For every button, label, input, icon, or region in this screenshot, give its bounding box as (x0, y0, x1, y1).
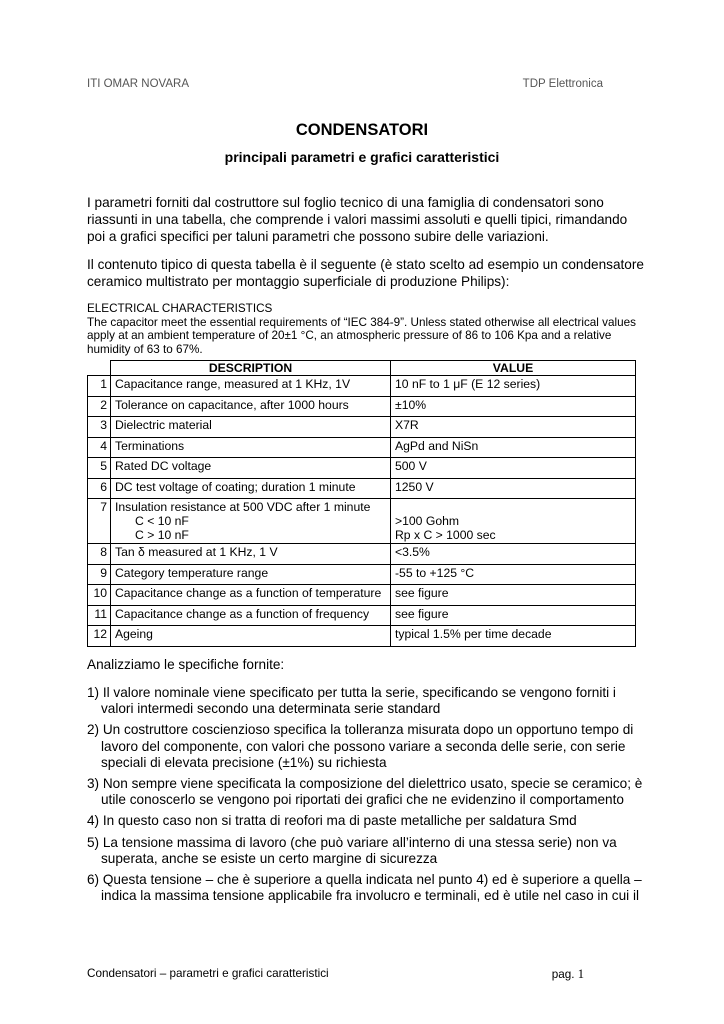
row-value: 1250 V (391, 478, 636, 499)
row-description: Ageing (111, 626, 391, 647)
row-description: Tan δ measured at 1 KHz, 1 V (111, 544, 391, 565)
row-number: 10 (88, 585, 111, 606)
row-number: 3 (88, 417, 111, 438)
footer-left: Condensatori – parametri e grafici caratteristici (87, 967, 329, 980)
footer-page-number: 1 (577, 967, 584, 981)
analysis-intro: Analizziamo le specifiche fornite: (87, 657, 285, 672)
row-number: 12 (88, 626, 111, 647)
row-number: 2 (88, 396, 111, 417)
row-value: X7R (391, 417, 636, 438)
table-row (88, 585, 636, 606)
row-value: -55 to +125 °C (391, 564, 636, 585)
row-number: 8 (88, 544, 111, 565)
row-description-main: Insulation resistance at 500 VDC after 1 minute (115, 500, 371, 514)
row-value: see figure (391, 605, 636, 626)
list-item: 4) In questo caso non si tratta di reofori ma di paste metalliche per saldatura Smd (87, 813, 577, 829)
row-number: 5 (88, 458, 111, 479)
footer-page-label: pag. (551, 968, 575, 981)
row-value: 500 V (391, 458, 636, 479)
table-header-description: DESCRIPTION (111, 361, 391, 376)
table-header-num (88, 361, 111, 376)
list-item: 2) Un costruttore coscienzioso specifica la tolleranza misurata dopo un opportuno tempo di lavoro del componente, con valori che possono variare a seconda delle serie, con serie speciali di elevata precisione (±1%) su richiesta (87, 722, 634, 770)
row-value-1: >100 Gohm (395, 514, 460, 528)
intro-paragraph-1: I parametri forniti dal costruttore sul foglio tecnico di una famiglia di condensatori sono riassunti in una tabella, che comprende i valori massimi assoluti e quelli tipici, rimandando poi a grafici specifici per taluni parametri che possono subire delle variazioni. (87, 195, 628, 244)
row-description-sub-1: C < 10 nF (135, 514, 189, 528)
row-description: Tolerance on capacitance, after 1000 hours (111, 396, 391, 417)
electrical-note: The capacitor meet the essential requirements of “IEC 384-9”. Unless stated otherwise all electrical values apply at an ambient temperature of 20±1 °C, an atmospheric pressure of 86 to 106 Kpa and a relative humidity of 63 to 67%. (87, 315, 636, 356)
header-left: ITI OMAR NOVARA (87, 78, 190, 90)
table-row (88, 605, 636, 626)
table-row (88, 396, 636, 417)
electrical-heading: ELECTRICAL CHARACTERISTICS (87, 302, 273, 315)
table-row (88, 564, 636, 585)
document-subtitle: principali parametri e grafici caratteristici (224, 149, 500, 165)
row-value: typical 1.5% per time decade (391, 626, 636, 647)
header-right: TDP Elettronica (522, 78, 603, 90)
table-row (88, 544, 636, 565)
row-number: 11 (88, 605, 111, 626)
table-row (88, 478, 636, 499)
row-number: 1 (88, 376, 111, 397)
document-title: CONDENSATORI (295, 121, 429, 139)
row-value: 10 nF to 1 μF (E 12 series) (391, 376, 636, 397)
electrical-characteristics (87, 302, 647, 356)
row-description: Dielectric material (111, 417, 391, 438)
characteristics-table (87, 360, 636, 647)
table-row (88, 437, 636, 458)
row-value (391, 499, 636, 544)
footer-page (552, 967, 584, 982)
table-row (88, 376, 636, 397)
row-description: Capacitance change as a function of temperature (111, 585, 391, 606)
row-description (111, 499, 391, 544)
table-row (88, 417, 636, 438)
list-item: 6) Questa tensione – che è superiore a quella indicata nel punto 4) ed è superiore a quella – indica la massima tensione applicabile fra involucro e terminali, ed è utile nel caso in cui il (87, 872, 642, 904)
row-number: 9 (88, 564, 111, 585)
list-item: 1) Il valore nominale viene specificato per tutta la serie, specificando se vengono forniti i valori intermedi secondo una determinata serie standard (87, 685, 616, 717)
table-row (88, 458, 636, 479)
row-description: Category temperature range (111, 564, 391, 585)
table-row (88, 499, 636, 544)
list-item: 5) La tensione massima di lavoro (che può variare all’interno di una stessa serie) non va superata, anche se esiste un certo margine di sicurezza (87, 834, 617, 866)
row-description: Capacitance change as a function of frequency (111, 605, 391, 626)
table-header-row (88, 361, 636, 376)
row-description: Capacitance range, measured at 1 KHz, 1V (111, 376, 391, 397)
intro-paragraph-2: Il contenuto tipico di questa tabella è il seguente (è stato scelto ad esempio un condensatore ceramico multistrato per montaggio superficiale di produzione Philips): (87, 257, 644, 289)
analysis-list (87, 685, 647, 909)
row-description: Terminations (111, 437, 391, 458)
row-number: 4 (88, 437, 111, 458)
table-row (88, 626, 636, 647)
value-spacer (395, 500, 631, 514)
row-value: ±10% (391, 396, 636, 417)
row-number: 7 (88, 499, 111, 544)
row-value: AgPd and NiSn (391, 437, 636, 458)
row-description: DC test voltage of coating; duration 1 minute (111, 478, 391, 499)
row-number: 6 (88, 478, 111, 499)
list-item: 3) Non sempre viene specificata la composizione del dielettrico usato, specie se ceramico; è utile conoscerlo se vengono poi riportati dei grafici che ne evidenzino il comportamento (87, 776, 643, 808)
row-value-2: Rp x C > 1000 sec (395, 528, 496, 542)
row-value: see figure (391, 585, 636, 606)
row-value: <3.5% (391, 544, 636, 565)
row-description-sub-2: C > 10 nF (135, 528, 189, 542)
table-header-value: VALUE (391, 361, 636, 376)
row-description: Rated DC voltage (111, 458, 391, 479)
